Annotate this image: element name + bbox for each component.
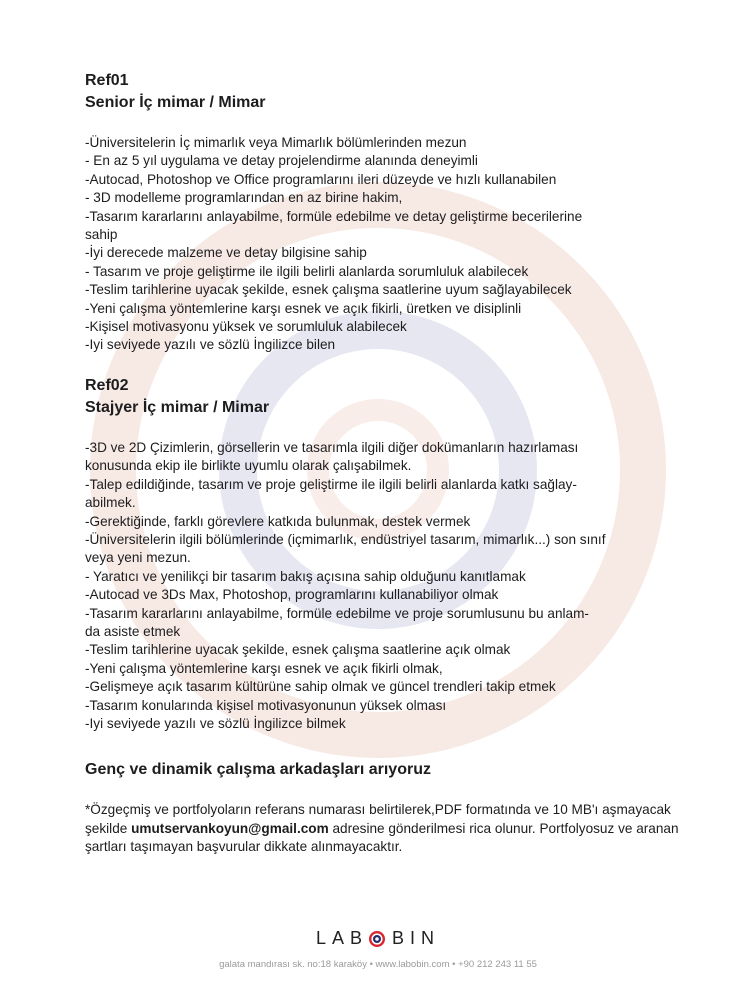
hiring-headline: Genç ve dinamik çalışma arkadaşları arıyoruz <box>85 761 431 779</box>
requirement-line: -Talep edildiğinde, tasarım ve proje geliştirme ile ilgili belirli alanlarda katkı sağlay- <box>85 476 577 492</box>
requirement-line: veya yeni mezun. <box>85 550 191 566</box>
requirement-line: -Gelişmeye açık tasarım kültürüne sahip olmak ve güncel trendleri takip etmek <box>85 679 556 695</box>
ref01-title: Senior İç mimar / Mimar <box>85 94 266 111</box>
labobin-logo <box>316 928 440 949</box>
application-note <box>85 801 685 856</box>
contact-email: umutservankoyun@gmail.com <box>131 820 329 836</box>
section-ref02 <box>85 375 685 734</box>
requirement-line: -Yeni çalışma yöntemlerine karşı esnek ve açık fikirli, üretken ve disiplinli <box>85 300 522 316</box>
footer-address: galata mandırası sk. no:18 karaköy • www.labobin.com • +90 212 243 11 55 <box>219 959 537 970</box>
requirement-line: -Gerektiğinde, farklı görevlere katkıda bulunmak, destek vermek <box>85 513 471 529</box>
requirement-line: da asiste etmek <box>85 623 181 639</box>
logo-text-left: LAB <box>315 928 368 948</box>
footer <box>0 928 756 970</box>
requirement-line: - En az 5 yıl uygulama ve detay projelendirme alanında deneyimli <box>85 153 478 169</box>
note-text-start: *Özgeçmiş ve portfolyoların referans numarası belirtilerek,PDF formatında ve 10 MB'ı aşmayacak şekilde <box>85 802 671 836</box>
requirement-line: -Üniversitelerin İç mimarlık veya Mimarlık bölümlerinden mezun <box>85 135 467 150</box>
requirement-line: -Iyi seviyede yazılı ve sözlü İngilizce bilmek <box>85 715 346 731</box>
requirement-line: - 3D modelleme programlarından en az birine hakim, <box>85 190 403 206</box>
requirement-line: abilmek. <box>85 495 136 511</box>
logo-text-right: BIN <box>392 928 441 948</box>
requirement-line: sahip <box>85 227 118 243</box>
requirement-line: -Tasarım konularında kişisel motivasyonunun yüksek olması <box>85 697 447 713</box>
requirement-line: -Kişisel motivasyonu yüksek ve sorumluluk alabilecek <box>85 319 407 335</box>
requirement-line: -3D ve 2D Çizimlerin, görsellerin ve tasarımla ilgili diğer dokümanların hazırlaması <box>85 439 579 455</box>
requirement-line: konusunda ekip ile birlikte uyumlu olarak çalışabilmek. <box>85 458 412 474</box>
requirement-line: - Yaratıcı ve yenilikçi bir tasarım bakış açısına sahip olduğunu kanıtlamak <box>85 568 526 584</box>
requirement-line: -Üniversitelerin ilgili bölümlerinde (içmimarlık, endüstriyel tasarım, mimarlık...) son sınıf <box>85 531 606 547</box>
note-text-end: adresine gönderilmesi rica olunur. Portfolyosuz ve aranan şartları taşımayan başvurular dikkate alınmayacaktır. <box>85 820 679 855</box>
ref01-requirements <box>85 134 685 355</box>
target-logo-icon <box>368 930 386 948</box>
section-ref01 <box>85 70 685 355</box>
ref01-code: Ref01 <box>85 72 129 89</box>
job-posting-content <box>85 70 685 857</box>
ref02-title: Stajyer İç mimar / Mimar <box>85 398 270 416</box>
requirement-line: -Tasarım kararlarını anlayabilme, formüle edebilme ve proje sorumlusunu bu anlam- <box>85 605 589 621</box>
requirement-line: -Teslim tarihlerine uyacak şekilde, esnek çalışma saatlerine açık olmak <box>85 642 511 658</box>
requirement-line: -Iyi seviyede yazılı ve sözlü İngilizce bilen <box>85 337 336 353</box>
ref02-code: Ref02 <box>85 376 129 394</box>
requirement-line: -Yeni çalışma yöntemlerine karşı esnek ve açık fikirli olmak, <box>85 660 443 676</box>
requirement-line: -Teslim tarihlerine uyacak şekilde, esnek çalışma saatlerine uyum sağlayabilecek <box>85 282 572 298</box>
requirement-line: -Autocad, Photoshop ve Office programlarını ileri düzeyde ve hızlı kullanabilen <box>85 171 557 187</box>
requirement-line: -İyi derecede malzeme ve detay bilgisine sahip <box>85 245 367 261</box>
ref02-requirements <box>85 439 685 734</box>
requirement-line: -Autocad ve 3Ds Max, Photoshop, programlarını kullanabiliyor olmak <box>85 587 499 603</box>
requirement-line: -Tasarım kararlarını anlayabilme, formüle edebilme ve detay geliştirme becerilerine <box>85 208 583 224</box>
requirement-line: - Tasarım ve proje geliştirme ile ilgili belirli alanlarda sorumluluk alabilecek <box>85 263 529 279</box>
